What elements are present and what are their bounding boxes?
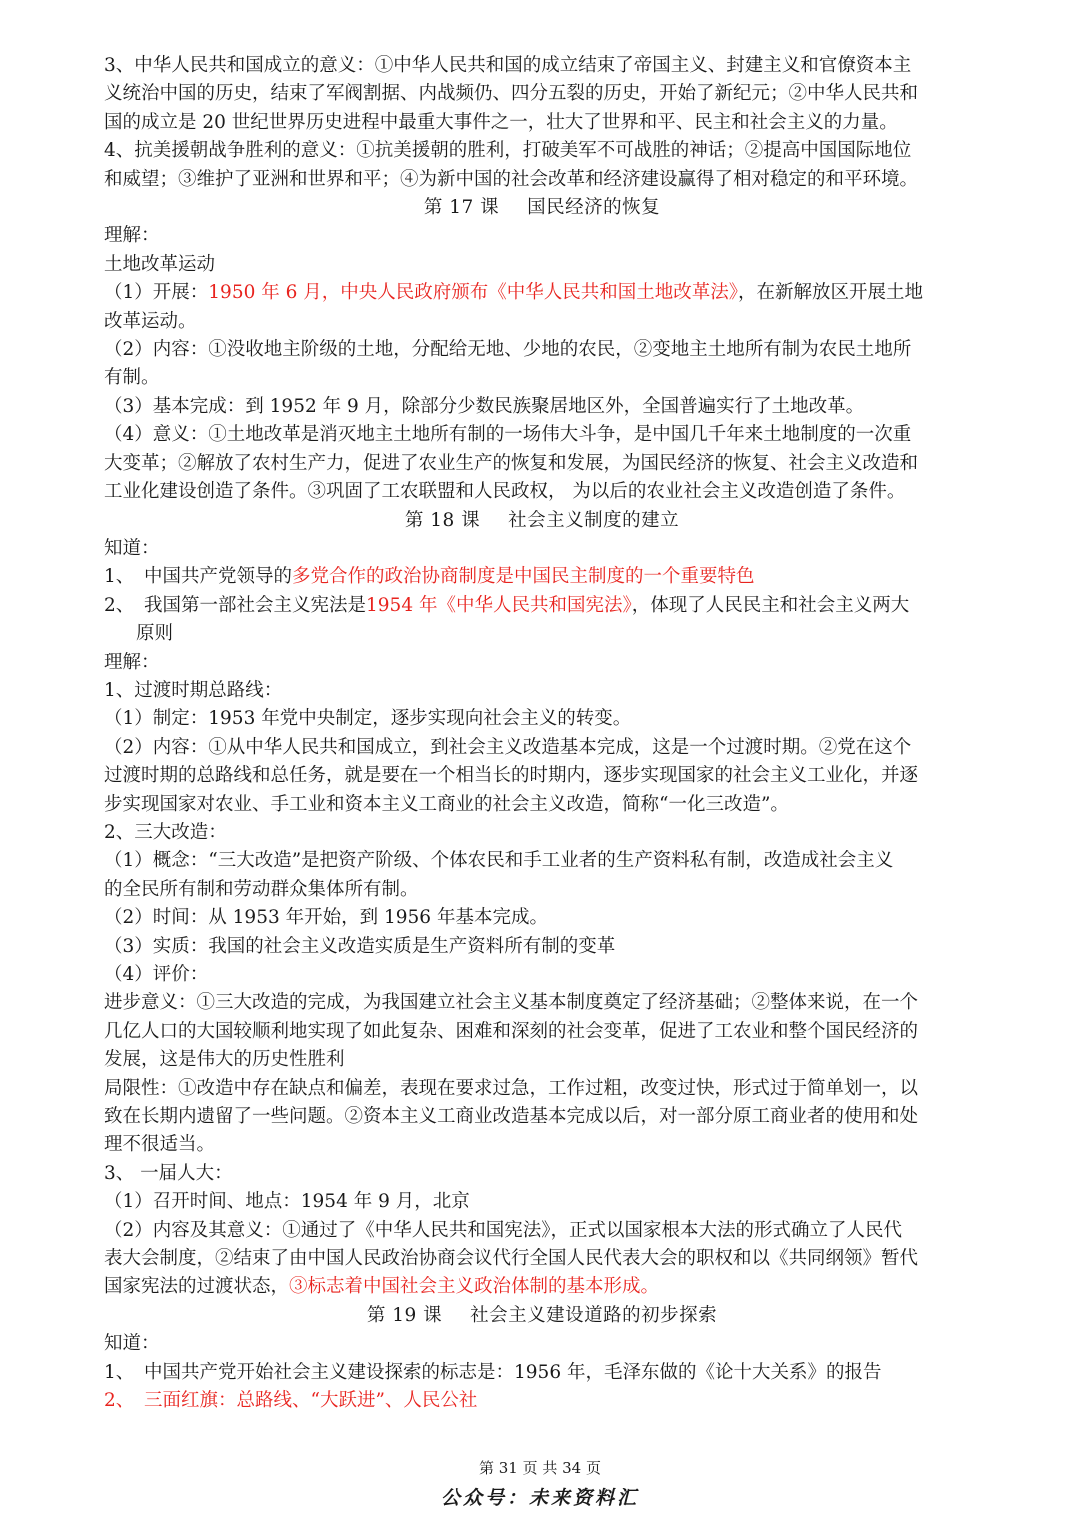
lesson-18-heading: 第 18 课 社会主义制度的建立 [404, 509, 680, 531]
text-line: 发展，这是伟大的历史性胜利 [104, 1049, 345, 1071]
list-item: 2、 三面红旗：总路线、“大跃进”、人民公社 [104, 1390, 478, 1412]
text-line: 步实现国家对农业、手工业和资本主义工商业的社会主义改造，简称“一化三改造”。 [104, 793, 789, 815]
text-line: 进步意义：①三大改造的完成，为我国建立社会主义基本制度奠定了经济基础；②整体来说，在一个 [104, 992, 919, 1014]
text-line: 1、过渡时期总路线： [104, 679, 283, 701]
text-line: 表大会制度，②结束了由中国人民政治协商会议代行全国人民代表大会的职权和以《共同纲领》暂代 [104, 1248, 919, 1270]
lesson-17-heading: 第 17 课 国民经济的恢复 [423, 197, 661, 219]
text-line: （2）内容及其意义：①通过了《中华人民共和国宪法》，正式以国家根本大法的形式确立了人民代 [104, 1219, 903, 1241]
highlight-text: 1954 年《中华人民共和国宪法》 [366, 594, 632, 616]
text-line: （1）召开时间、地点：1954 年 9 月，北京 [104, 1191, 470, 1213]
land-reform-start: （1）开展：1950 年 6 月，中央人民政府颁布《中华人民共和国土地改革法》，在新解放区开展土地 [104, 282, 924, 304]
highlight-text: 多党合作的政治协商制度是中国民主制度的一个重要特色 [292, 566, 755, 588]
highlight-text: 1950 年 6 月，中央人民政府颁布《中华人民共和国土地改革法》 [208, 282, 739, 304]
highlight-text: ③标志着中国社会主义政治体制的基本形成。 [289, 1276, 660, 1298]
section-label: 理解： [104, 225, 160, 247]
text-line: 工业化建设创造了条件。③巩固了工农联盟和人民政权， 为以后的农业社会主义改造创造了条件。 [104, 481, 906, 503]
text-line: 过渡时期的总路线和总任务，就是要在一个相当长的时期内，逐步实现国家的社会主义工业化，并逐 [104, 765, 919, 787]
text-line: 2、三大改造： [104, 821, 227, 843]
brand-watermark: 公众号：未来资料汇 [440, 1487, 639, 1509]
text-line: 几亿人口的大国较顺利地实现了如此复杂、困难和深刻的社会变革，促进了工农业和整个国民经济的 [104, 1020, 919, 1042]
text-line: 和威望；③维护了亚洲和世界和平；④为新中国的社会改革和经济建设赢得了相对稳定的和平环境。 [104, 168, 919, 190]
section-label: 理解： [104, 651, 160, 673]
text-line: 有制。 [104, 367, 160, 389]
text-line: 3、 一届人大： [104, 1162, 233, 1184]
text-line: （3）基本完成：到 1952 年 9 月，除部分少数民族聚居地区外，全国普遍实行了土地改革。 [104, 395, 865, 417]
text-line: 改革运动。 [104, 310, 197, 332]
text-line: （1）制定：1953 年党中央制定，逐步实现向社会主义的转变。 [104, 708, 632, 730]
text-line: 理不很适当。 [104, 1134, 216, 1156]
text-line: 局限性：①改造中存在缺点和偏差，表现在要求过急，工作过粗，改变过快，形式过于简单划一，以 [104, 1077, 919, 1099]
text-line: 国家宪法的过渡状态，③标志着中国社会主义政治体制的基本形成。 [104, 1276, 660, 1298]
text-line: （2）时间：从 1953 年开始，到 1956 年基本完成。 [104, 907, 548, 929]
section-label: 知道： [104, 1333, 160, 1355]
text-line: 3、中华人民共和国成立的意义：①中华人民共和国的成立结束了帝国主义、封建主义和官僚资本主 [104, 55, 912, 76]
text-line: 的全民所有制和劳动群众集体所有制。 [104, 878, 419, 900]
list-item: 1、 中国共产党领导的多党合作的政治协商制度是中国民主制度的一个重要特色 [104, 566, 755, 588]
page-content [104, 52, 980, 1416]
text-line: （3）实质：我国的社会主义改造实质是生产资料所有制的变革 [104, 935, 616, 957]
text-line: 4、抗美援朝战争胜利的意义：①抗美援朝的胜利，打破美军不可战胜的神话；②提高中国国际地位 [104, 140, 912, 162]
lesson-19-heading: 第 19 课 社会主义建设道路的初步探索 [366, 1304, 718, 1326]
text-line: 大变革；②解放了农村生产力，促进了农业生产的恢复和发展，为国民经济的恢复、社会主义改造和 [104, 452, 919, 474]
section-label: 知道： [104, 537, 160, 559]
text-line: （4）意义：①土地改革是消灭地主土地所有制的一场伟大斗争，是中国几千年来土地制度的一次重 [104, 424, 912, 446]
text-line: （2）内容：①没收地主阶级的土地，分配给无地、少地的农民，②变地主土地所有制为农民土地所 [104, 339, 912, 361]
text-line: （2）内容：①从中华人民共和国成立，到社会主义改造基本完成，这是一个过渡时期。②党在这个 [104, 736, 912, 758]
page-number: 第 31 页 共 34 页 [478, 1459, 601, 1477]
text-line: 义统治中国的历史，结束了军阀割据、内战频仍、四分五裂的历史，开始了新纪元；②中华人民共和 [104, 83, 919, 105]
text-line: 国的成立是 20 世纪世界历史进程中最重大事件之一，壮大了世界和平、民主和社会主义的力量。 [104, 111, 898, 133]
text-line: （1）概念：“三大改造”是把资产阶级、个体农民和手工业者的生产资料私有制，改造成社会主义 [104, 850, 894, 872]
text-line: 原则 [136, 623, 174, 645]
list-item: 2、 我国第一部社会主义宪法是1954 年《中华人民共和国宪法》，体现了人民民主和社会主义两大 [104, 594, 910, 616]
list-item: 1、 中国共产党开始社会主义建设探索的标志是：1956 年，毛泽东做的《论十大关系》的报告 [104, 1361, 882, 1383]
topic-title: 土地改革运动 [104, 253, 216, 275]
highlight-text: 三面红旗：总路线、“大跃进”、人民公社 [144, 1390, 478, 1412]
text-line: （4）评价： [104, 964, 209, 985]
text-line: 致在长期内遗留了一些问题。②资本主义工商业改造基本完成以后，对一部分原工商业者的使用和处 [104, 1106, 919, 1128]
